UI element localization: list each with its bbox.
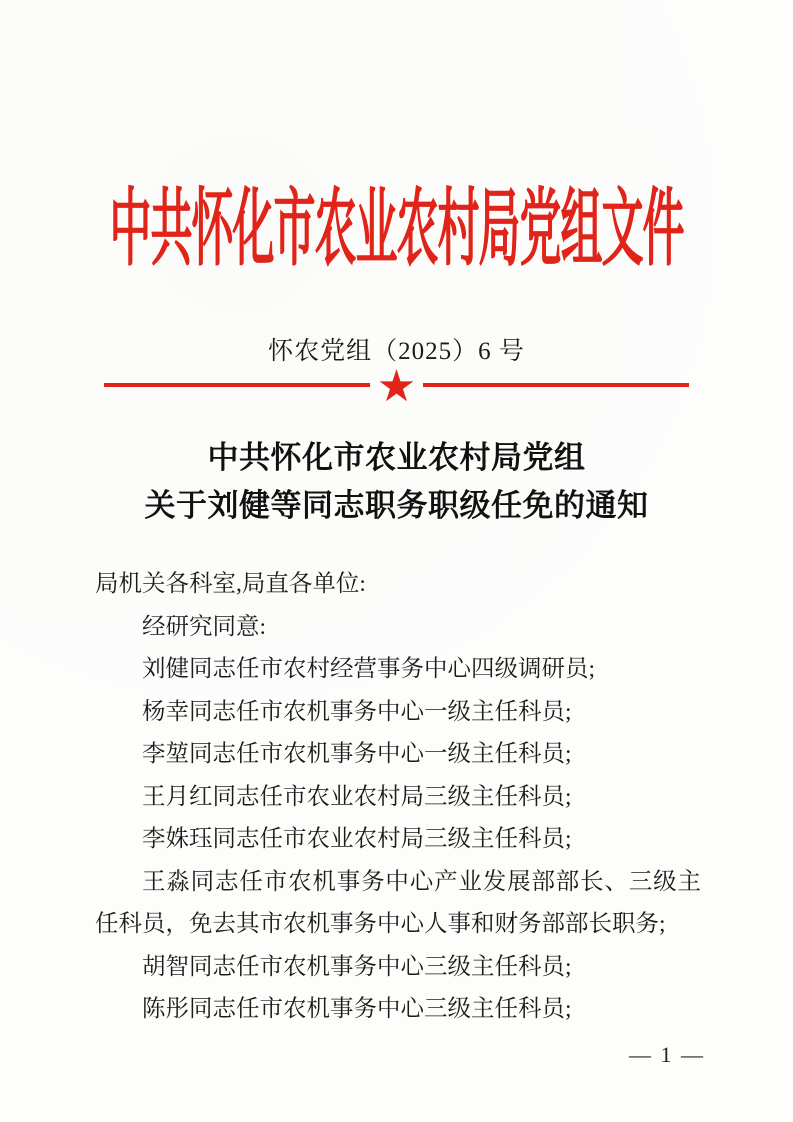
notice-title-line2: 关于刘健等同志职务职级任免的通知 — [144, 488, 649, 523]
divider-line-right — [423, 383, 689, 387]
body-paragraph: 李堃同志任市农机事务中心一级主任科员; — [142, 741, 572, 767]
body-paragraph: 经研究同意: — [142, 613, 267, 640]
notice-title — [0, 434, 793, 530]
body-paragraph: 李姝珏同志任市农业农村局三级主任科员; — [142, 826, 572, 852]
body-paragraph: 陈彤同志任市农机事务中心三级主任科员; — [142, 996, 572, 1022]
notice-title-line1: 中共怀化市农业农村局党组 — [207, 440, 586, 475]
body-paragraph: 胡智同志任市农机事务中心三级主任科员; — [142, 953, 572, 980]
red-header-org-title: 中共怀化市农业农村局党组文件 — [109, 184, 684, 278]
page-number: — 1 — — [629, 1042, 705, 1067]
document-number: 怀农党组（2025）6 号 — [268, 338, 525, 365]
star-icon: ★ — [376, 362, 417, 411]
divider-line-left — [104, 383, 370, 387]
body-paragraph: 王月红同志任市农业农村局三级主任科员; — [142, 783, 572, 810]
salutation: 局机关各科室,局直各单位: — [95, 571, 366, 597]
body-paragraph: 王淼同志任市农机事务中心产业发展部部长、三级主任科员，免去其市农机事务中心人事和财务部部长职务; — [95, 868, 701, 937]
document-body — [95, 563, 701, 1031]
body-paragraph: 刘健同志任市农村经营事务中心四级调研员; — [142, 656, 596, 682]
red-divider — [104, 362, 689, 411]
body-paragraph: 杨幸同志任市农机事务中心一级主任科员; — [142, 698, 572, 725]
